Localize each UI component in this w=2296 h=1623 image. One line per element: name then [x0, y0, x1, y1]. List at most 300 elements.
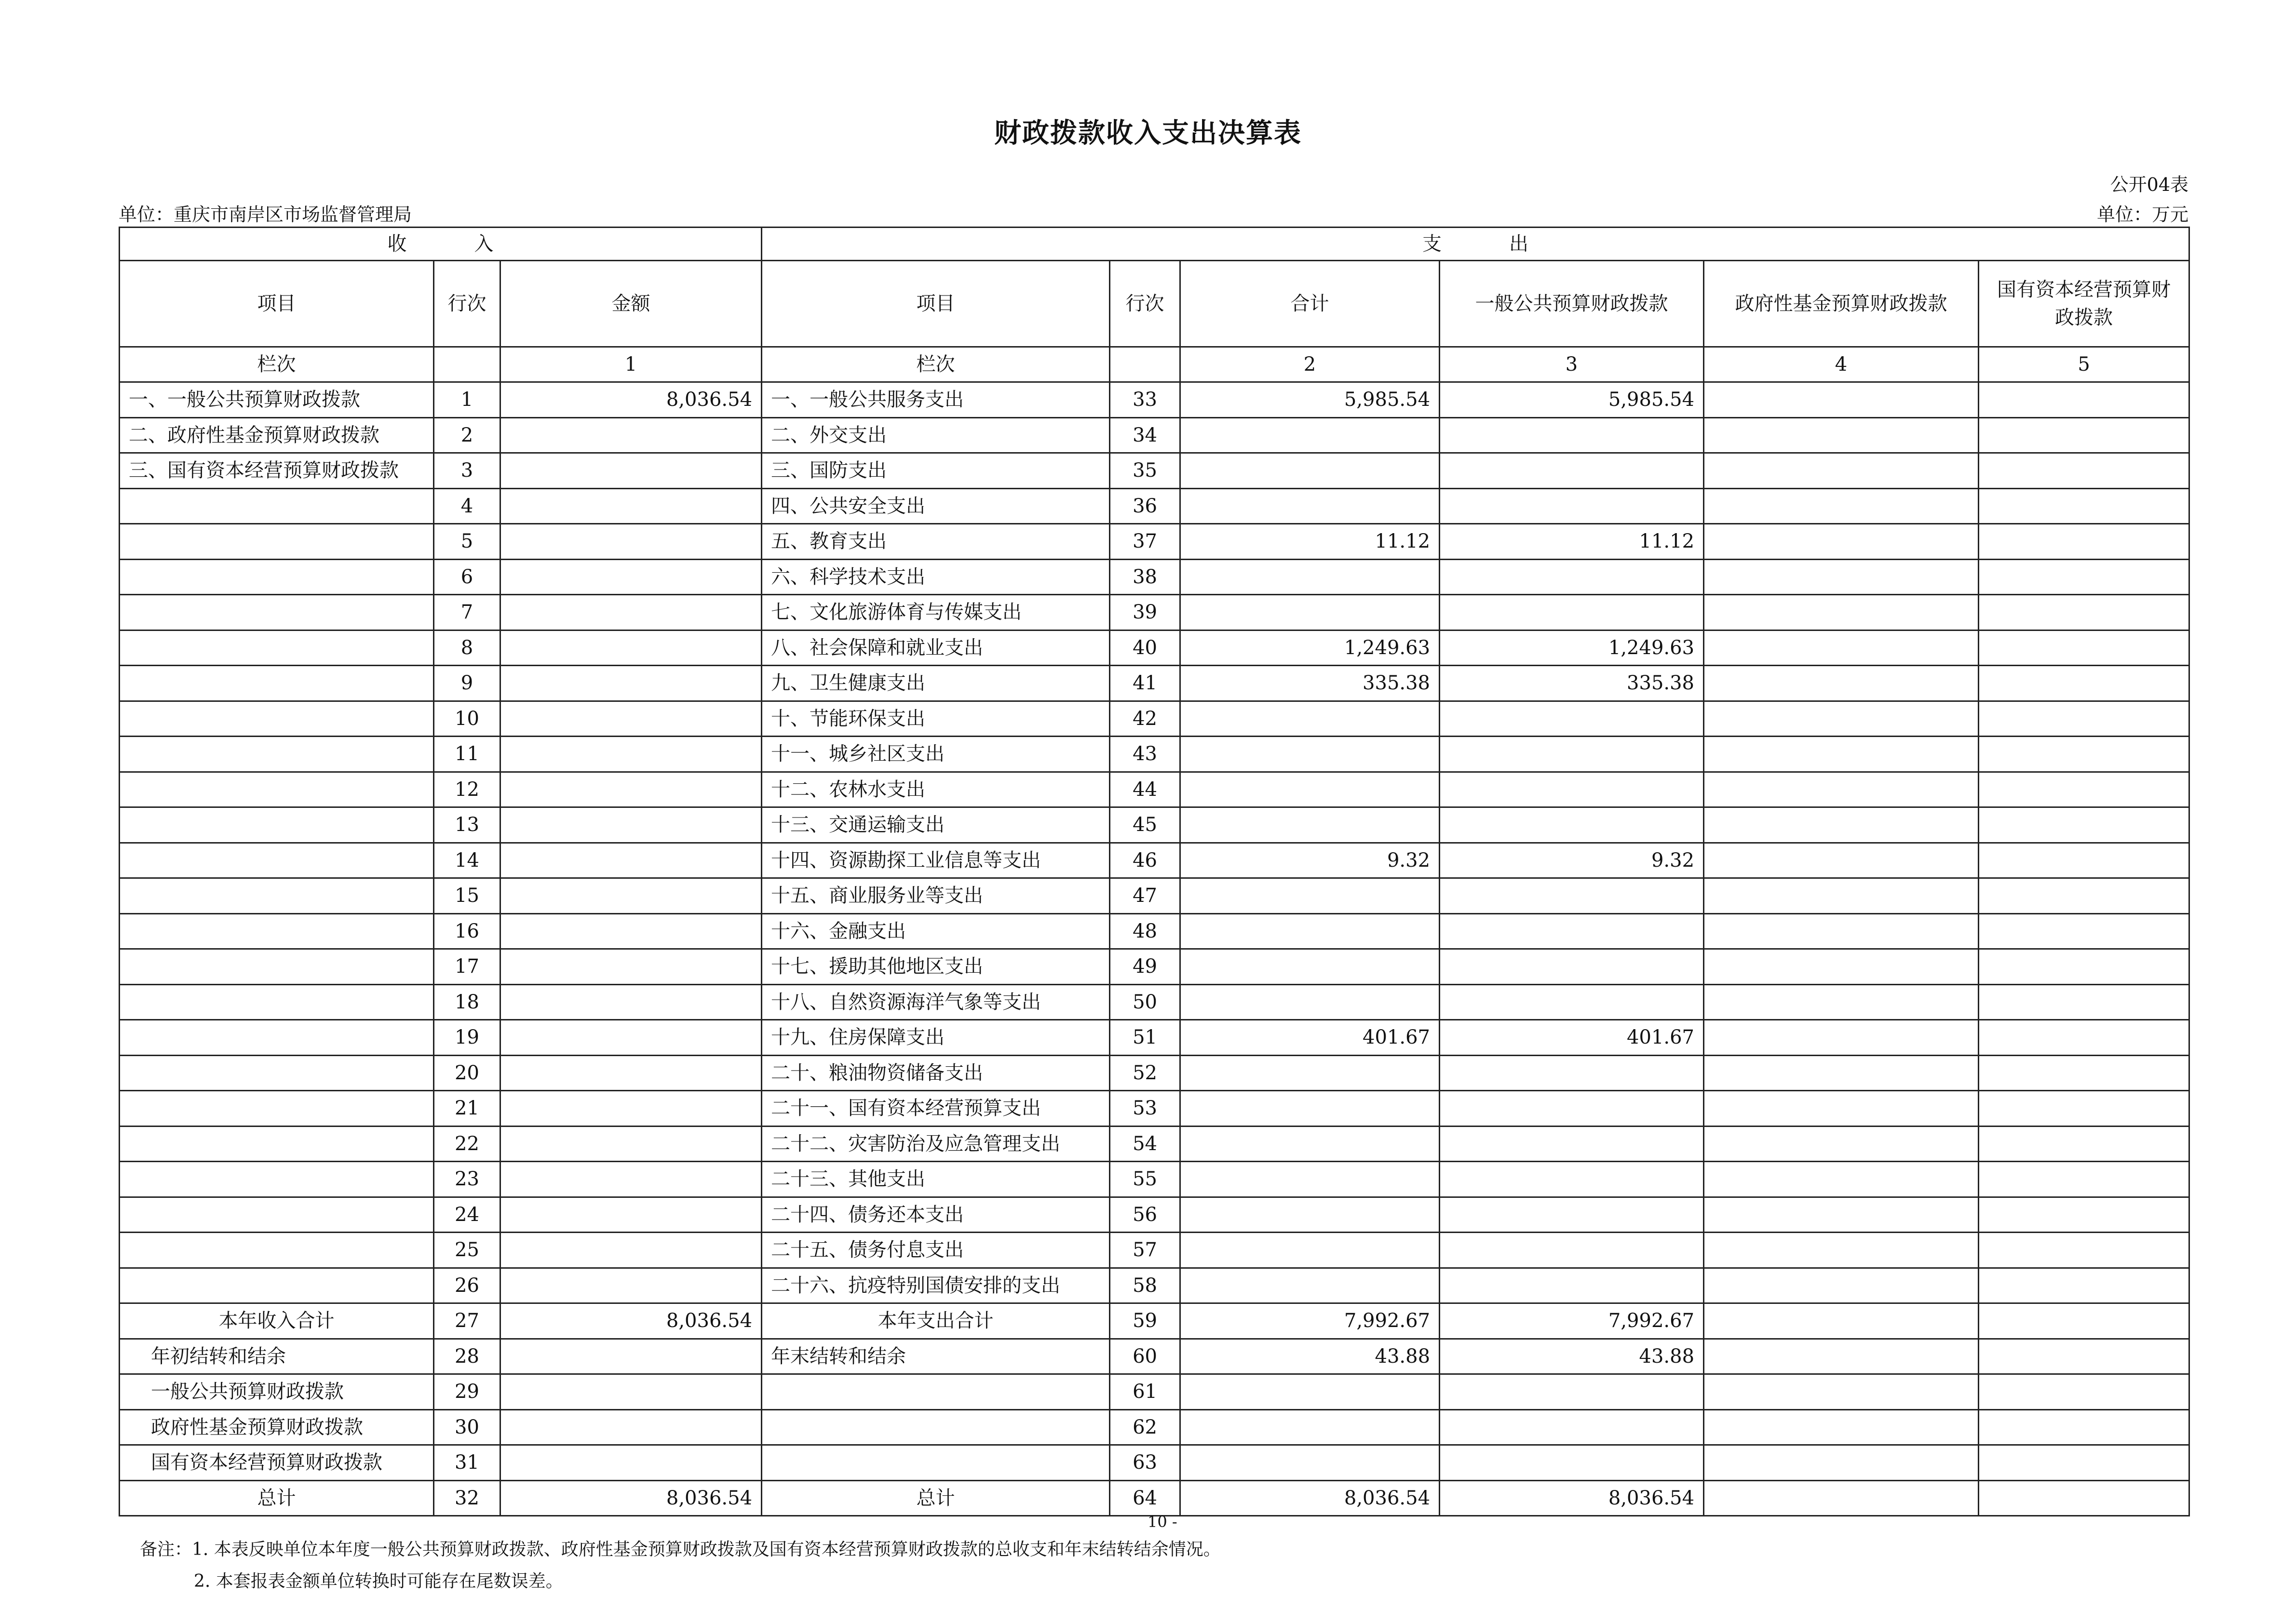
colno-expense-label: 栏次	[762, 347, 1110, 382]
expense-state-capital-cell	[1979, 1374, 2189, 1410]
income-amount-cell	[500, 1055, 762, 1091]
expense-row-cell: 62	[1110, 1409, 1180, 1445]
colno-income-amount: 1	[500, 347, 762, 382]
income-item-cell	[120, 1055, 434, 1091]
income-item-cell: 政府性基金预算财政拨款	[120, 1409, 434, 1445]
expense-gov-fund-cell	[1704, 1409, 1979, 1445]
table-row	[120, 737, 2189, 772]
expense-general-cell: 9.32	[1440, 843, 1704, 878]
expense-row-cell: 51	[1110, 1020, 1180, 1056]
expense-general-cell: 7,992.67	[1440, 1303, 1704, 1339]
income-item-cell	[120, 630, 434, 666]
header-state-capital: 国有资本经营预算财政拨款	[1979, 261, 2189, 347]
expense-total-cell	[1180, 1374, 1440, 1410]
expense-gov-fund-cell	[1704, 595, 1979, 630]
expense-row-cell: 61	[1110, 1374, 1180, 1410]
income-row-cell: 19	[434, 1020, 500, 1056]
expense-item-cell: 二十一、国有资本经营预算支出	[762, 1091, 1110, 1127]
income-item-cell: 三、国有资本经营预算财政拨款	[120, 453, 434, 489]
expense-item-cell: 四、公共安全支出	[762, 488, 1110, 524]
expense-total-cell	[1180, 913, 1440, 949]
income-item-cell	[120, 595, 434, 630]
table-row	[120, 1126, 2189, 1162]
expense-total-cell: 335.38	[1180, 666, 1440, 701]
expense-general-cell: 5,985.54	[1440, 382, 1704, 418]
expense-row-cell: 60	[1110, 1339, 1180, 1374]
income-amount-cell	[500, 843, 762, 878]
income-amount-cell	[500, 913, 762, 949]
expense-total-cell: 11.12	[1180, 524, 1440, 560]
expense-state-capital-cell	[1979, 453, 2189, 489]
expense-state-capital-cell	[1979, 1445, 2189, 1481]
expense-general-cell	[1440, 807, 1704, 843]
expense-item-cell	[762, 1445, 1110, 1481]
table-row	[120, 666, 2189, 701]
expense-total-cell	[1180, 1091, 1440, 1127]
income-amount-cell	[500, 1197, 762, 1233]
expense-state-capital-cell	[1979, 1126, 2189, 1162]
income-row-cell: 15	[434, 878, 500, 914]
expense-item-cell: 十四、资源勘探工业信息等支出	[762, 843, 1110, 878]
income-item-cell	[120, 666, 434, 701]
expense-gov-fund-cell	[1704, 913, 1979, 949]
expense-total-cell	[1180, 737, 1440, 772]
expense-gov-fund-cell	[1704, 1445, 1979, 1481]
income-item-cell: 总计	[120, 1480, 434, 1516]
income-item-cell: 国有资本经营预算财政拨款	[120, 1445, 434, 1481]
table-row	[120, 1339, 2189, 1374]
expense-row-cell: 36	[1110, 488, 1180, 524]
table-row	[120, 1303, 2189, 1339]
expense-item-cell: 二十五、债务付息支出	[762, 1233, 1110, 1268]
expense-gov-fund-cell	[1704, 843, 1979, 878]
income-item-cell	[120, 807, 434, 843]
table-row	[120, 1055, 2189, 1091]
income-row-cell: 28	[434, 1339, 500, 1374]
expense-general-cell	[1440, 949, 1704, 985]
expense-item-cell: 九、卫生健康支出	[762, 666, 1110, 701]
reporting-unit: 单位：重庆市南岸区市场监督管理局	[119, 204, 412, 225]
colno-income-row	[434, 347, 500, 382]
expense-total-cell	[1180, 1197, 1440, 1233]
expense-state-capital-cell	[1979, 666, 2189, 701]
expense-general-cell	[1440, 1055, 1704, 1091]
income-amount-cell	[500, 595, 762, 630]
table-row	[120, 453, 2189, 489]
income-amount-cell	[500, 1020, 762, 1056]
expense-state-capital-cell	[1979, 417, 2189, 453]
expense-item-cell: 七、文化旅游体育与传媒支出	[762, 595, 1110, 630]
table-row	[120, 559, 2189, 595]
expense-row-cell: 58	[1110, 1268, 1180, 1303]
page-number: 10 -	[1148, 1513, 1177, 1531]
header-income-row: 行次	[434, 261, 500, 347]
expense-state-capital-cell	[1979, 772, 2189, 807]
table-row	[120, 1162, 2189, 1197]
expense-item-cell: 十七、援助其他地区支出	[762, 949, 1110, 985]
expense-state-capital-cell	[1979, 488, 2189, 524]
income-row-cell: 22	[434, 1126, 500, 1162]
expense-state-capital-cell	[1979, 595, 2189, 630]
group-header-row	[120, 228, 2189, 261]
income-row-cell: 6	[434, 559, 500, 595]
income-item-cell	[120, 488, 434, 524]
income-item-cell	[120, 1268, 434, 1303]
expense-state-capital-cell	[1979, 630, 2189, 666]
expense-total-cell	[1180, 984, 1440, 1020]
expense-general-cell: 11.12	[1440, 524, 1704, 560]
colno-general: 3	[1440, 347, 1704, 382]
expense-gov-fund-cell	[1704, 417, 1979, 453]
income-amount-cell	[500, 772, 762, 807]
table-row	[120, 488, 2189, 524]
income-item-cell	[120, 559, 434, 595]
expense-total-cell	[1180, 1409, 1440, 1445]
expense-item-cell: 二十四、债务还本支出	[762, 1197, 1110, 1233]
expense-general-cell	[1440, 1197, 1704, 1233]
note-line-1: 备注：1. 本表反映单位本年度一般公共预算财政拨款、政府性基金预算财政拨款及国有资本经营预算财政拨款的总收支和年末结转结余情况。	[140, 1540, 1221, 1559]
expense-gov-fund-cell	[1704, 807, 1979, 843]
expense-state-capital-cell	[1979, 807, 2189, 843]
expense-gov-fund-cell	[1704, 1303, 1979, 1339]
expense-general-cell	[1440, 1445, 1704, 1481]
expense-total-cell	[1180, 417, 1440, 453]
expense-general-cell	[1440, 595, 1704, 630]
expense-total-cell	[1180, 949, 1440, 985]
table-row	[120, 1268, 2189, 1303]
expense-item-cell: 五、教育支出	[762, 524, 1110, 560]
income-amount-cell	[500, 807, 762, 843]
expense-gov-fund-cell	[1704, 949, 1979, 985]
colno-gov-fund: 4	[1704, 347, 1979, 382]
header-income-item: 项目	[120, 261, 434, 347]
table-row	[120, 913, 2189, 949]
income-item-cell	[120, 913, 434, 949]
expense-total-cell	[1180, 488, 1440, 524]
income-item-cell	[120, 1020, 434, 1056]
expense-general-cell	[1440, 1162, 1704, 1197]
income-row-cell: 18	[434, 984, 500, 1020]
income-row-cell: 16	[434, 913, 500, 949]
expense-gov-fund-cell	[1704, 630, 1979, 666]
expense-state-capital-cell	[1979, 1091, 2189, 1127]
income-row-cell: 13	[434, 807, 500, 843]
expense-group-char-a: 支	[1422, 233, 1442, 255]
income-item-cell	[120, 843, 434, 878]
table-row	[120, 595, 2189, 630]
expense-general-cell	[1440, 737, 1704, 772]
expense-item-cell: 八、社会保障和就业支出	[762, 630, 1110, 666]
expense-gov-fund-cell	[1704, 1374, 1979, 1410]
income-row-cell: 7	[434, 595, 500, 630]
expense-state-capital-cell	[1979, 1480, 2189, 1516]
income-row-cell: 26	[434, 1268, 500, 1303]
expense-state-capital-cell	[1979, 1233, 2189, 1268]
expense-general-cell	[1440, 1091, 1704, 1127]
expense-row-cell: 55	[1110, 1162, 1180, 1197]
header-total: 合计	[1180, 261, 1440, 347]
income-amount-cell	[500, 524, 762, 560]
header-gov-fund: 政府性基金预算财政拨款	[1704, 261, 1979, 347]
expense-general-cell	[1440, 913, 1704, 949]
expense-state-capital-cell	[1979, 382, 2189, 418]
header-general: 一般公共预算财政拨款	[1440, 261, 1704, 347]
expense-total-cell	[1180, 1055, 1440, 1091]
income-row-cell: 24	[434, 1197, 500, 1233]
income-row-cell: 12	[434, 772, 500, 807]
expense-row-cell: 56	[1110, 1197, 1180, 1233]
income-row-cell: 30	[434, 1409, 500, 1445]
expense-gov-fund-cell	[1704, 1233, 1979, 1268]
expense-gov-fund-cell	[1704, 559, 1979, 595]
expense-item-cell: 十九、住房保障支出	[762, 1020, 1110, 1056]
income-row-cell: 31	[434, 1445, 500, 1481]
expense-state-capital-cell	[1979, 949, 2189, 985]
expense-total-cell	[1180, 772, 1440, 807]
income-amount-cell	[500, 949, 762, 985]
expense-state-capital-cell	[1979, 1055, 2189, 1091]
income-row-cell: 4	[434, 488, 500, 524]
expense-row-cell: 45	[1110, 807, 1180, 843]
expense-item-cell: 六、科学技术支出	[762, 559, 1110, 595]
expense-row-cell: 40	[1110, 630, 1180, 666]
expense-row-cell: 35	[1110, 453, 1180, 489]
income-group-header	[120, 228, 762, 261]
income-row-cell: 10	[434, 701, 500, 737]
expense-state-capital-cell	[1979, 1268, 2189, 1303]
income-amount-cell	[500, 878, 762, 914]
income-item-cell	[120, 1197, 434, 1233]
expense-state-capital-cell	[1979, 1409, 2189, 1445]
expense-total-cell: 1,249.63	[1180, 630, 1440, 666]
expense-row-cell: 50	[1110, 984, 1180, 1020]
expense-row-cell: 33	[1110, 382, 1180, 418]
expense-item-cell: 十六、金融支出	[762, 913, 1110, 949]
income-row-cell: 14	[434, 843, 500, 878]
header-income-amount: 金额	[500, 261, 762, 347]
expense-gov-fund-cell	[1704, 524, 1979, 560]
income-amount-cell	[500, 453, 762, 489]
expense-total-cell	[1180, 878, 1440, 914]
expense-gov-fund-cell	[1704, 1197, 1979, 1233]
expense-general-cell: 8,036.54	[1440, 1480, 1704, 1516]
expense-gov-fund-cell	[1704, 737, 1979, 772]
income-amount-cell	[500, 630, 762, 666]
column-header-row	[120, 261, 2189, 347]
expense-row-cell: 38	[1110, 559, 1180, 595]
expense-total-cell: 9.32	[1180, 843, 1440, 878]
expense-gov-fund-cell	[1704, 666, 1979, 701]
colno-total: 2	[1180, 347, 1440, 382]
table-row	[120, 701, 2189, 737]
table-row	[120, 1233, 2189, 1268]
income-item-cell: 一般公共预算财政拨款	[120, 1374, 434, 1410]
expense-state-capital-cell	[1979, 878, 2189, 914]
expense-general-cell	[1440, 878, 1704, 914]
expense-row-cell: 43	[1110, 737, 1180, 772]
income-amount-cell	[500, 488, 762, 524]
table-row	[120, 843, 2189, 878]
expense-row-cell: 64	[1110, 1480, 1180, 1516]
income-item-cell	[120, 737, 434, 772]
table-row	[120, 772, 2189, 807]
column-number-row	[120, 347, 2189, 382]
expense-gov-fund-cell	[1704, 488, 1979, 524]
expense-total-cell	[1180, 595, 1440, 630]
expense-state-capital-cell	[1979, 1197, 2189, 1233]
income-item-cell: 年初结转和结余	[120, 1339, 434, 1374]
expense-state-capital-cell	[1979, 1303, 2189, 1339]
income-row-cell: 1	[434, 382, 500, 418]
expense-item-cell: 十五、商业服务业等支出	[762, 878, 1110, 914]
income-row-cell: 27	[434, 1303, 500, 1339]
expense-row-cell: 42	[1110, 701, 1180, 737]
expense-state-capital-cell	[1979, 1162, 2189, 1197]
expense-state-capital-cell	[1979, 1020, 2189, 1056]
income-amount-cell: 8,036.54	[500, 382, 762, 418]
expense-item-cell: 总计	[762, 1480, 1110, 1516]
expense-item-cell: 二十三、其他支出	[762, 1162, 1110, 1197]
income-amount-cell	[500, 559, 762, 595]
income-amount-cell	[500, 1268, 762, 1303]
table-row	[120, 1445, 2189, 1481]
table-row	[120, 524, 2189, 560]
income-row-cell: 5	[434, 524, 500, 560]
colno-income-label: 栏次	[120, 347, 434, 382]
income-group-char-a: 收	[387, 233, 407, 255]
income-item-cell	[120, 1091, 434, 1127]
expense-total-cell	[1180, 807, 1440, 843]
header-expense-item: 项目	[762, 261, 1110, 347]
expense-row-cell: 39	[1110, 595, 1180, 630]
expense-total-cell: 7,992.67	[1180, 1303, 1440, 1339]
income-amount-cell	[500, 1162, 762, 1197]
expense-total-cell: 401.67	[1180, 1020, 1440, 1056]
income-item-cell	[120, 772, 434, 807]
note-line-2: 2. 本套报表金额单位转换时可能存在尾数误差。	[194, 1571, 563, 1591]
table-row	[120, 878, 2189, 914]
expense-general-cell	[1440, 453, 1704, 489]
expense-group-char-b: 出	[1509, 233, 1529, 255]
expense-item-cell: 二十二、灾害防治及应急管理支出	[762, 1126, 1110, 1162]
income-item-cell: 二、政府性基金预算财政拨款	[120, 417, 434, 453]
table-row	[120, 949, 2189, 985]
expense-gov-fund-cell	[1704, 1480, 1979, 1516]
header-expense-row: 行次	[1110, 261, 1180, 347]
expense-row-cell: 52	[1110, 1055, 1180, 1091]
expense-gov-fund-cell	[1704, 701, 1979, 737]
expense-total-cell	[1180, 701, 1440, 737]
expense-row-cell: 44	[1110, 772, 1180, 807]
table-row	[120, 1480, 2189, 1516]
colno-state-capital: 5	[1979, 347, 2189, 382]
table-row	[120, 382, 2189, 418]
income-group-char-b: 入	[474, 233, 494, 255]
expense-state-capital-cell	[1979, 984, 2189, 1020]
income-row-cell: 3	[434, 453, 500, 489]
income-item-cell: 本年收入合计	[120, 1303, 434, 1339]
table-row	[120, 1374, 2189, 1410]
expense-general-cell	[1440, 1409, 1704, 1445]
expense-item-cell: 二十、粮油物资储备支出	[762, 1055, 1110, 1091]
expense-gov-fund-cell	[1704, 1055, 1979, 1091]
table-row	[120, 807, 2189, 843]
income-amount-cell	[500, 1445, 762, 1481]
expense-item-cell: 十三、交通运输支出	[762, 807, 1110, 843]
expense-total-cell	[1180, 453, 1440, 489]
expense-general-cell	[1440, 1233, 1704, 1268]
expense-item-cell: 一、一般公共服务支出	[762, 382, 1110, 418]
expense-row-cell: 49	[1110, 949, 1180, 985]
expense-item-cell: 十八、自然资源海洋气象等支出	[762, 984, 1110, 1020]
income-amount-cell	[500, 1409, 762, 1445]
income-item-cell	[120, 1233, 434, 1268]
expense-general-cell: 335.38	[1440, 666, 1704, 701]
expense-total-cell: 5,985.54	[1180, 382, 1440, 418]
expense-item-cell	[762, 1409, 1110, 1445]
income-amount-cell	[500, 984, 762, 1020]
expense-gov-fund-cell	[1704, 1339, 1979, 1374]
expense-general-cell	[1440, 417, 1704, 453]
income-item-cell	[120, 949, 434, 985]
income-row-cell: 21	[434, 1091, 500, 1127]
expense-item-cell: 年末结转和结余	[762, 1339, 1110, 1374]
expense-row-cell: 57	[1110, 1233, 1180, 1268]
income-item-cell	[120, 984, 434, 1020]
income-row-cell: 8	[434, 630, 500, 666]
expense-row-cell: 34	[1110, 417, 1180, 453]
table-row	[120, 630, 2189, 666]
expense-total-cell: 43.88	[1180, 1339, 1440, 1374]
expense-state-capital-cell	[1979, 559, 2189, 595]
income-row-cell: 29	[434, 1374, 500, 1410]
expense-general-cell	[1440, 701, 1704, 737]
income-item-cell	[120, 878, 434, 914]
expense-group-header	[762, 228, 2189, 261]
expense-gov-fund-cell	[1704, 1091, 1979, 1127]
income-row-cell: 17	[434, 949, 500, 985]
income-row-cell: 25	[434, 1233, 500, 1268]
table-row	[120, 1020, 2189, 1056]
expense-total-cell	[1180, 1233, 1440, 1268]
expense-general-cell	[1440, 559, 1704, 595]
expense-total-cell	[1180, 1268, 1440, 1303]
expense-state-capital-cell	[1979, 913, 2189, 949]
appropriation-table	[119, 227, 2190, 1516]
expense-state-capital-cell	[1979, 843, 2189, 878]
expense-row-cell: 41	[1110, 666, 1180, 701]
expense-gov-fund-cell	[1704, 772, 1979, 807]
income-amount-cell: 8,036.54	[500, 1303, 762, 1339]
expense-row-cell: 46	[1110, 843, 1180, 878]
income-item-cell	[120, 524, 434, 560]
expense-general-cell: 1,249.63	[1440, 630, 1704, 666]
income-amount-cell	[500, 666, 762, 701]
expense-row-cell: 53	[1110, 1091, 1180, 1127]
expense-item-cell: 三、国防支出	[762, 453, 1110, 489]
table-row	[120, 1197, 2189, 1233]
expense-general-cell	[1440, 1374, 1704, 1410]
income-item-cell	[120, 1126, 434, 1162]
expense-gov-fund-cell	[1704, 1020, 1979, 1056]
income-amount-cell	[500, 737, 762, 772]
expense-gov-fund-cell	[1704, 453, 1979, 489]
income-row-cell: 2	[434, 417, 500, 453]
expense-item-cell: 二十六、抗疫特别国债安排的支出	[762, 1268, 1110, 1303]
expense-row-cell: 59	[1110, 1303, 1180, 1339]
table-row	[120, 1091, 2189, 1127]
form-number: 公开04表	[2110, 174, 2188, 195]
